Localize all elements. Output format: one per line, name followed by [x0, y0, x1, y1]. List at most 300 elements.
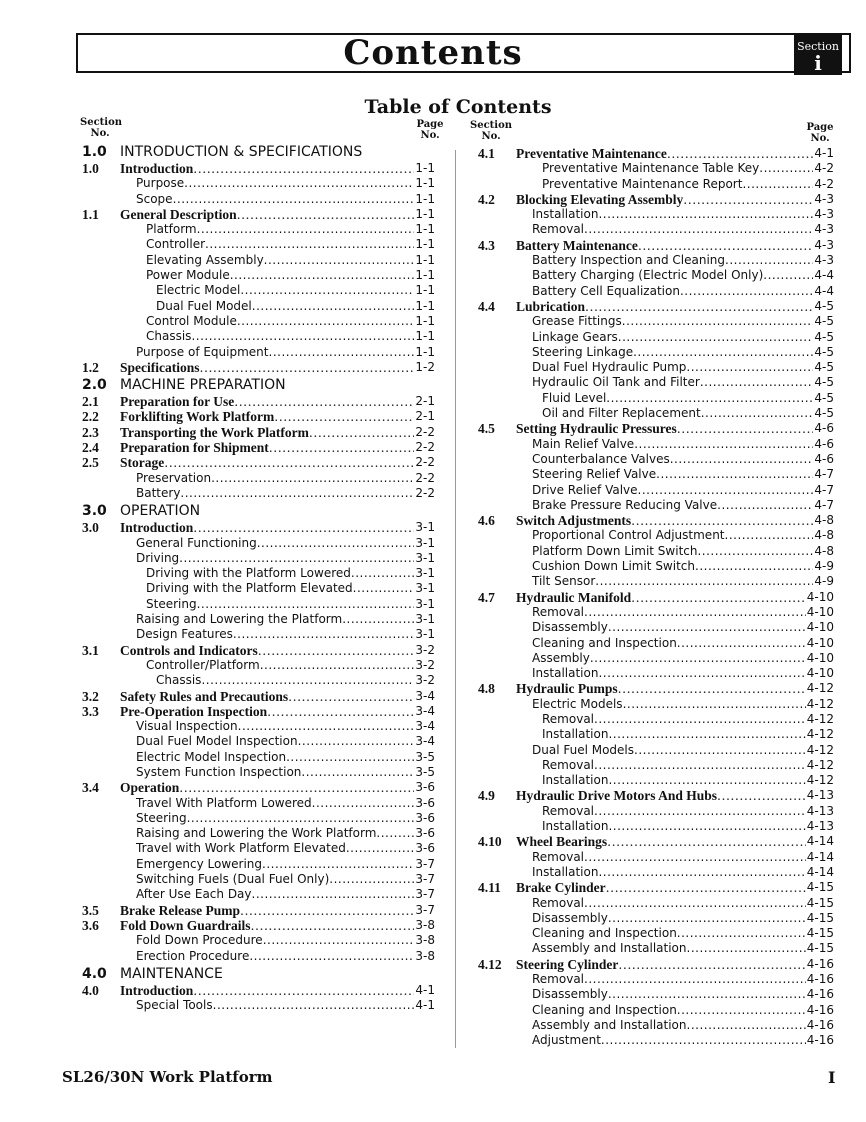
toc-entry-leader	[237, 207, 415, 222]
toc-entry-number	[82, 566, 146, 581]
toc-entry[interactable]	[478, 957, 834, 972]
toc-entry-number	[478, 498, 532, 513]
toc-entry[interactable]	[478, 620, 834, 635]
toc-entry[interactable]	[82, 750, 435, 765]
toc-entry-page: 3-6	[415, 826, 435, 841]
left-section-no-header-text: Section No.	[80, 117, 123, 139]
toc-entry[interactable]	[478, 345, 834, 360]
toc-entry-page: 4-13	[806, 788, 834, 803]
toc-entry-number	[478, 651, 532, 666]
toc-entry[interactable]	[82, 161, 435, 176]
toc-entry-page: 1-1	[415, 344, 435, 359]
toc-entry-title: Grease Fittings	[532, 314, 622, 329]
toc-entry-number	[82, 283, 156, 298]
toc-entry-number	[82, 750, 136, 765]
toc-entry[interactable]	[82, 887, 435, 902]
toc-entry-leader	[608, 911, 806, 926]
toc-entry[interactable]	[82, 719, 435, 734]
toc-entry[interactable]	[478, 268, 834, 283]
toc-entry[interactable]	[82, 796, 435, 811]
column-divider	[455, 150, 456, 1048]
toc-entry[interactable]	[82, 471, 435, 486]
toc-entry[interactable]	[478, 666, 834, 681]
toc-entry[interactable]	[82, 566, 435, 581]
toc-entry-title: Design Features	[136, 627, 233, 642]
toc-entry[interactable]	[478, 528, 834, 543]
toc-entry-leader	[205, 237, 414, 252]
toc-entry-title: Removal	[532, 972, 585, 987]
toc-entry[interactable]	[82, 612, 435, 627]
toc-entry-page: 4-3	[814, 207, 834, 222]
toc-entry-number	[82, 796, 136, 811]
toc-entry-number: 3.0	[82, 520, 99, 536]
toc-entry-number	[478, 483, 532, 498]
toc-entry-title: Installation	[542, 773, 609, 788]
toc-entry-leader	[687, 1018, 806, 1033]
toc-entry-title: Battery	[136, 485, 181, 500]
toc-entry-number	[82, 237, 146, 252]
toc-entry-title: Assembly and Installation	[532, 941, 687, 956]
right-section-no-header	[470, 120, 512, 142]
toc-entry-leader	[184, 176, 414, 191]
toc-entry-title: General Description	[120, 206, 237, 222]
toc-entry-page: 3-1	[415, 550, 435, 565]
toc-entry-page: 4-7	[814, 497, 834, 512]
toc-entry-number	[82, 581, 146, 596]
toc-entry-number	[478, 697, 532, 712]
toc-entry[interactable]	[82, 627, 435, 642]
toc-entry-page: 4-3	[814, 237, 834, 252]
toc-entry-page: 4-13	[806, 803, 834, 818]
toc-entry[interactable]	[478, 804, 834, 819]
toc-entry-number	[478, 987, 532, 1002]
toc-entry-page: 1-1	[415, 329, 435, 344]
toc-entry-leader	[264, 253, 415, 268]
toc-entry-title: Blocking Elevating Assembly	[516, 191, 684, 207]
toc-entry-page: 4-1	[415, 998, 435, 1013]
toc-entry-title: Raising and Lowering the Platform	[136, 612, 343, 627]
toc-entry-page: 4-9	[814, 559, 834, 574]
toc-entry-leader	[633, 345, 813, 360]
toc-entry-title: Battery Charging (Electric Model Only)	[532, 268, 764, 283]
toc-entry[interactable]	[82, 192, 435, 207]
toc-entry-page: 4-5	[814, 390, 834, 405]
toc-entry-leader	[286, 750, 414, 765]
toc-entry-leader	[701, 406, 814, 421]
toc-entry-leader	[598, 207, 813, 222]
toc-entry-page: 4-4	[814, 268, 834, 283]
toc-entry-leader	[260, 658, 415, 673]
toc-entry[interactable]	[478, 375, 834, 390]
toc-entry-number	[478, 437, 532, 452]
toc-entry[interactable]	[478, 559, 834, 574]
toc-entry-number: 4.1	[478, 146, 495, 161]
toc-entry-leader	[179, 551, 414, 566]
toc-entry-number	[82, 627, 136, 642]
toc-entry-title: After Use Each Day	[136, 887, 252, 902]
toc-entry-title: Control Module	[146, 313, 237, 328]
toc-entry[interactable]	[478, 406, 834, 421]
toc-entry[interactable]	[82, 872, 435, 887]
toc-entry-leader	[237, 314, 415, 329]
toc-entry[interactable]	[478, 773, 834, 788]
left-section-no-header	[80, 117, 123, 139]
toc-entry-title: Cushion Down Limit Switch	[532, 559, 695, 574]
toc-entry-title: Purpose	[136, 176, 185, 191]
toc-entry-leader	[238, 719, 415, 734]
toc-entry-number	[478, 1033, 532, 1048]
toc-entry[interactable]	[478, 651, 834, 666]
toc-entry[interactable]	[478, 636, 834, 651]
toc-entry[interactable]	[82, 658, 435, 673]
toc-entry-leader	[623, 697, 806, 712]
toc-entry-title: Purpose of Equipment	[136, 344, 269, 359]
toc-entry-leader	[211, 471, 414, 486]
toc-entry[interactable]	[82, 253, 435, 268]
toc-entry[interactable]	[82, 673, 435, 688]
toc-entry-number	[82, 329, 146, 344]
toc-entry-leader	[274, 409, 414, 424]
toc-entry[interactable]	[82, 345, 435, 360]
toc-entry-title: Battery Inspection and Cleaning	[532, 253, 726, 268]
toc-entry-title: Hydraulic Manifold	[516, 589, 632, 605]
toc-entry-leader	[263, 933, 415, 948]
toc-entry[interactable]	[82, 964, 435, 983]
toc-entry[interactable]	[82, 520, 435, 535]
toc-entry-leader	[269, 345, 415, 360]
toc-entry[interactable]	[82, 207, 435, 222]
toc-entry-leader	[376, 826, 414, 841]
toc-entry-title: Travel With Platform Lowered	[136, 795, 312, 810]
toc-entry-page: 1-2	[415, 359, 435, 374]
toc-entry-leader	[249, 949, 414, 964]
toc-entry[interactable]	[478, 911, 834, 926]
toc-entry[interactable]	[478, 850, 834, 865]
toc-entry-page: 4-16	[806, 987, 834, 1002]
toc-entry-number: 3.0	[82, 503, 107, 520]
toc-entry[interactable]	[478, 743, 834, 758]
toc-entry-leader	[584, 896, 806, 911]
toc-entry-leader	[634, 743, 806, 758]
toc-entry[interactable]	[82, 283, 435, 298]
toc-entry-leader	[618, 957, 805, 972]
toc-entry-title: Battery Cell Equalization	[532, 283, 680, 298]
toc-entry[interactable]	[82, 237, 435, 252]
toc-entry-title: Driving with the Platform Elevated	[146, 581, 353, 596]
toc-entry-number	[478, 941, 532, 956]
toc-entry[interactable]	[478, 437, 834, 452]
toc-entry-leader	[631, 590, 806, 605]
toc-entry[interactable]	[82, 222, 435, 237]
toc-entry-title: Platform Down Limit Switch	[532, 543, 698, 558]
toc-entry-number: 3.2	[82, 688, 99, 704]
toc-entry-leader	[187, 811, 415, 826]
toc-entry[interactable]	[478, 253, 834, 268]
toc-entry-number	[82, 872, 136, 887]
toc-entry-number	[82, 841, 136, 856]
toc-entry[interactable]	[478, 712, 834, 727]
toc-entry-title: Brake Release Pump	[120, 902, 240, 918]
toc-entry[interactable]	[478, 727, 834, 742]
toc-entry[interactable]	[82, 734, 435, 749]
toc-entry-title: Electric Model Inspection	[136, 749, 287, 764]
toc-entry[interactable]	[478, 360, 834, 375]
toc-entry-page: 4-4	[814, 283, 834, 298]
toc-entry[interactable]	[478, 192, 834, 207]
toc-entry-leader	[608, 620, 806, 635]
toc-entry-number	[478, 391, 542, 406]
toc-entry[interactable]	[478, 498, 834, 513]
toc-entry-leader	[683, 192, 813, 207]
toc-entry-title: Controller	[146, 237, 206, 252]
toc-entry-number	[82, 299, 156, 314]
toc-entry-leader	[608, 819, 805, 834]
toc-entry-leader	[594, 758, 806, 773]
toc-entry[interactable]	[82, 314, 435, 329]
toc-left-column	[82, 142, 435, 1013]
toc-entry-number	[478, 345, 532, 360]
toc-entry[interactable]	[82, 918, 435, 933]
toc-entry-leader	[342, 612, 414, 627]
toc-entry-page: 1-1	[415, 222, 435, 237]
toc-entry[interactable]	[478, 758, 834, 773]
toc-entry[interactable]	[478, 483, 834, 498]
toc-entry[interactable]	[82, 360, 435, 375]
toc-entry[interactable]	[478, 880, 834, 895]
toc-entry-page: 4-6	[814, 436, 834, 451]
toc-entry-title: Preparation for Shipment	[120, 440, 269, 456]
toc-entry-page: 3-7	[415, 872, 435, 887]
toc-entry[interactable]	[478, 467, 834, 482]
toc-entry[interactable]	[478, 1003, 834, 1018]
toc-entry-title: Elevating Assembly	[146, 252, 264, 267]
toc-entry-leader	[677, 636, 806, 651]
toc-entry-number: 4.7	[478, 589, 495, 605]
toc-entry[interactable]	[478, 697, 834, 712]
toc-entry-leader	[584, 850, 806, 865]
toc-entry[interactable]	[478, 972, 834, 987]
toc-entry-title: Disassembly	[532, 910, 608, 925]
toc-entry-leader	[201, 673, 414, 688]
toc-entry[interactable]	[478, 207, 834, 222]
toc-entry-leader	[200, 360, 415, 375]
toc-entry[interactable]	[478, 421, 834, 436]
toc-entry-title: Introduction	[120, 520, 194, 536]
toc-entry[interactable]	[478, 834, 834, 849]
toc-entry[interactable]	[478, 330, 834, 345]
toc-entry[interactable]	[82, 826, 435, 841]
toc-entry[interactable]	[478, 452, 834, 467]
toc-entry[interactable]	[82, 440, 435, 455]
toc-entry-page: 3-7	[415, 887, 435, 902]
toc-entry[interactable]	[82, 933, 435, 948]
toc-entry-leader	[233, 627, 415, 642]
toc-entry-number: 2.4	[82, 440, 99, 456]
toc-entry-page: 4-16	[806, 956, 834, 971]
toc-entry-title: Lubrication	[516, 298, 586, 314]
toc-entry-leader	[258, 643, 415, 658]
toc-entry[interactable]	[82, 765, 435, 780]
toc-entry-title: Safety Rules and Precautions	[120, 688, 289, 704]
toc-entry-number	[478, 896, 532, 911]
toc-entry[interactable]	[478, 238, 834, 253]
toc-entry-title: OPERATION	[120, 503, 201, 520]
toc-entry-number: 4.4	[478, 298, 495, 314]
right-page-no-header	[800, 122, 840, 144]
toc-entry-page: 4-12	[806, 757, 834, 772]
toc-entry-leader	[667, 146, 814, 161]
toc-entry[interactable]	[82, 455, 435, 470]
toc-entry[interactable]	[478, 314, 834, 329]
toc-entry[interactable]	[478, 391, 834, 406]
page-title: Contents	[343, 33, 523, 73]
toc-entry-number: 3.5	[82, 902, 99, 918]
toc-entry-number: 2.1	[82, 394, 99, 410]
toc-entry-page: 2-2	[415, 424, 435, 439]
toc-entry[interactable]	[82, 409, 435, 424]
toc-entry-title: Controls and Indicators	[120, 642, 258, 658]
toc-entry[interactable]	[82, 375, 435, 394]
toc-entry-title: Preservation	[136, 470, 212, 485]
toc-entry[interactable]	[82, 643, 435, 658]
toc-entry-title: Driving	[136, 550, 180, 565]
toc-entry-number	[478, 406, 542, 421]
toc-entry[interactable]	[82, 998, 435, 1013]
toc-entry[interactable]	[478, 896, 834, 911]
toc-entry-leader	[585, 299, 813, 314]
toc-entry[interactable]	[478, 941, 834, 956]
toc-entry-page: 4-3	[814, 253, 834, 268]
toc-entry[interactable]	[82, 949, 435, 964]
toc-entry-number: 4.2	[478, 191, 495, 207]
toc-entry-page: 4-10	[806, 666, 834, 681]
toc-entry[interactable]	[478, 284, 834, 299]
toc-entry-number	[82, 597, 146, 612]
toc-entry[interactable]	[478, 819, 834, 834]
toc-entry[interactable]	[82, 299, 435, 314]
toc-entry[interactable]	[82, 857, 435, 872]
toc-entry-title: Electric Model	[156, 283, 241, 298]
toc-entry-number	[478, 620, 532, 635]
toc-entry[interactable]	[478, 177, 834, 192]
toc-entry-number	[478, 574, 532, 589]
toc-entry-title: Installation	[542, 819, 609, 834]
toc-entry[interactable]	[478, 146, 834, 161]
toc-entry-page: 4-10	[806, 650, 834, 665]
toc-entry[interactable]	[82, 176, 435, 191]
toc-entry[interactable]	[82, 811, 435, 826]
toc-entry[interactable]	[478, 161, 834, 176]
toc-entry-leader	[269, 440, 415, 455]
toc-entry-page: 3-1	[415, 612, 435, 627]
toc-entry-number: 4.8	[478, 681, 495, 697]
toc-entry-number	[82, 673, 156, 688]
toc-entry-number: 1.2	[82, 359, 99, 375]
toc-entry[interactable]	[82, 581, 435, 596]
toc-entry[interactable]	[82, 486, 435, 501]
toc-entry-number: 2.0	[82, 377, 107, 394]
toc-entry-page: 4-10	[806, 589, 834, 604]
toc-entry-leader	[179, 780, 414, 795]
toc-entry[interactable]	[82, 983, 435, 998]
toc-entry-page: 4-12	[806, 681, 834, 696]
toc-entry-page: 2-1	[415, 409, 435, 424]
toc-entry-leader	[638, 483, 814, 498]
toc-entry-title: Emergency Lowering	[136, 856, 262, 871]
toc-entry[interactable]	[82, 704, 435, 719]
toc-entry-number	[478, 636, 532, 651]
toc-entry[interactable]	[82, 329, 435, 344]
toc-entry[interactable]	[82, 597, 435, 612]
toc-entry-leader	[606, 391, 813, 406]
toc-entry-title: Power Module	[146, 268, 230, 283]
toc-entry-number: 4.0	[82, 982, 99, 998]
toc-entry[interactable]	[82, 903, 435, 918]
toc-entry-leader	[594, 712, 806, 727]
toc-entry[interactable]	[478, 1033, 834, 1048]
toc-entry-number	[82, 314, 146, 329]
toc-entry[interactable]	[82, 425, 435, 440]
toc-entry[interactable]	[82, 268, 435, 283]
toc-right-column	[478, 146, 834, 1049]
toc-entry-title: Proportional Control Adjustment	[532, 528, 725, 543]
toc-entry-title: Drive Relief Valve	[532, 482, 638, 497]
toc-entry-page: 2-2	[415, 455, 435, 470]
toc-entry-leader	[240, 283, 414, 298]
toc-entry-number	[478, 773, 542, 788]
toc-entry[interactable]	[82, 841, 435, 856]
toc-entry-title: Adjustment	[532, 1033, 601, 1048]
toc-entry-number	[478, 330, 532, 345]
toc-entry-number	[82, 345, 136, 360]
toc-entry-page: 3-1	[415, 566, 435, 581]
toc-entry[interactable]	[478, 681, 834, 696]
toc-entry-number	[82, 826, 136, 841]
toc-entry[interactable]	[82, 501, 435, 520]
toc-entry-number	[478, 712, 542, 727]
toc-entry[interactable]	[478, 574, 834, 589]
toc-entry[interactable]	[478, 788, 834, 803]
left-page-no-header-text: Page No.	[416, 119, 444, 141]
toc-entry[interactable]	[478, 222, 834, 237]
toc-entry[interactable]	[82, 142, 435, 161]
toc-entry-page: 3-1	[415, 581, 435, 596]
toc-entry[interactable]	[82, 689, 435, 704]
toc-entry[interactable]	[478, 1018, 834, 1033]
toc-entry[interactable]	[478, 299, 834, 314]
toc-entry[interactable]	[82, 394, 435, 409]
toc-entry-leader	[267, 704, 414, 719]
toc-entry[interactable]	[82, 536, 435, 551]
toc-entry[interactable]	[478, 590, 834, 605]
toc-entry-number: 3.1	[82, 642, 99, 658]
toc-entry[interactable]	[478, 513, 834, 528]
toc-entry-number	[82, 949, 136, 964]
toc-entry-number	[478, 972, 532, 987]
toc-entry[interactable]	[478, 544, 834, 559]
toc-entry[interactable]	[478, 865, 834, 880]
toc-entry-title: Chassis	[146, 329, 192, 344]
toc-entry-leader	[240, 903, 414, 918]
toc-entry-number	[478, 177, 542, 192]
toc-entry-number	[478, 544, 532, 559]
toc-entry[interactable]	[478, 605, 834, 620]
toc-entry-title: Oil and Filter Replacement	[542, 406, 701, 421]
toc-entry[interactable]	[478, 926, 834, 941]
toc-entry[interactable]	[82, 780, 435, 795]
toc-entry[interactable]	[478, 987, 834, 1002]
toc-entry[interactable]	[82, 551, 435, 566]
